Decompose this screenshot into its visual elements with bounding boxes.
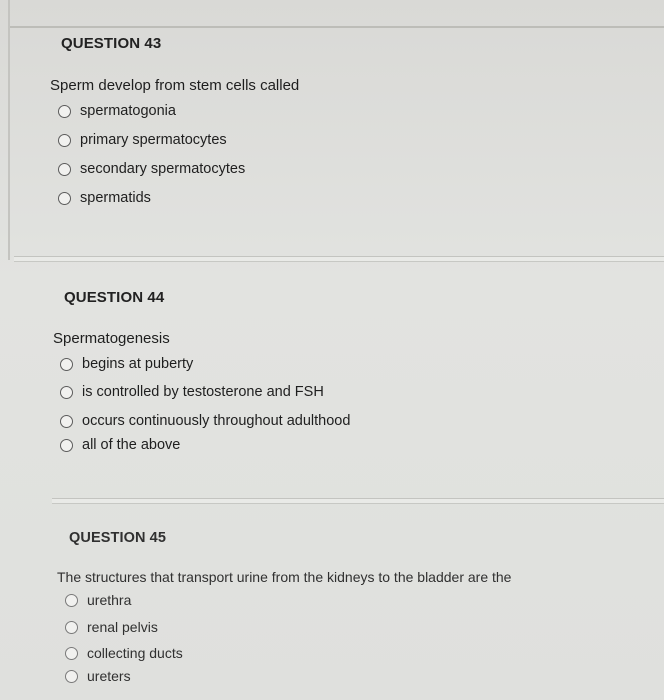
answer-option-label: is controlled by testosterone and FSH (82, 384, 324, 400)
answer-option[interactable] (65, 645, 183, 661)
question-prompt: Spermatogenesis (53, 330, 170, 347)
radio-button[interactable] (60, 415, 73, 428)
answer-option[interactable] (60, 356, 193, 372)
question-title: QUESTION 44 (64, 289, 165, 306)
answer-option-label: urethra (87, 592, 132, 608)
answer-option-label: begins at puberty (82, 356, 194, 372)
radio-button[interactable] (60, 386, 73, 399)
answer-option[interactable] (60, 413, 350, 429)
question-prompt: The structures that transport urine from the kidneys to the bladder are the (57, 569, 512, 585)
left-border (8, 0, 10, 260)
answer-option[interactable] (60, 437, 180, 453)
answer-option[interactable] (65, 619, 158, 635)
answer-option-label: occurs continuously throughout adulthood (82, 413, 351, 429)
answer-option[interactable] (58, 103, 176, 119)
radio-button[interactable] (58, 105, 71, 118)
question-title: QUESTION 43 (61, 35, 162, 52)
radio-button[interactable] (58, 192, 71, 205)
radio-button[interactable] (60, 439, 73, 452)
top-divider (10, 26, 664, 28)
answer-option[interactable] (65, 592, 131, 608)
answer-option-label: primary spermatocytes (80, 132, 227, 148)
answer-option-label: collecting ducts (87, 645, 183, 661)
answer-option-label: spermatids (80, 190, 151, 206)
radio-button[interactable] (65, 670, 78, 683)
answer-option-label: renal pelvis (87, 619, 158, 635)
answer-option-label: spermatogonia (80, 103, 176, 119)
answer-option-label: all of the above (82, 437, 181, 453)
question-prompt: Sperm develop from stem cells called (50, 77, 300, 94)
answer-option[interactable] (58, 132, 227, 148)
answer-option[interactable] (65, 668, 131, 684)
answer-option[interactable] (58, 190, 151, 206)
question-title: QUESTION 45 (69, 530, 166, 546)
radio-button[interactable] (58, 163, 71, 176)
radio-button[interactable] (65, 647, 78, 660)
answer-option-label: secondary spermatocytes (80, 161, 246, 177)
question-divider (52, 498, 664, 504)
radio-button[interactable] (60, 358, 73, 371)
radio-button[interactable] (58, 134, 71, 147)
radio-button[interactable] (65, 594, 78, 607)
answer-option-label: ureters (87, 668, 131, 684)
answer-option[interactable] (58, 161, 245, 177)
radio-button[interactable] (65, 621, 78, 634)
answer-option[interactable] (60, 384, 324, 400)
question-divider (14, 256, 664, 262)
